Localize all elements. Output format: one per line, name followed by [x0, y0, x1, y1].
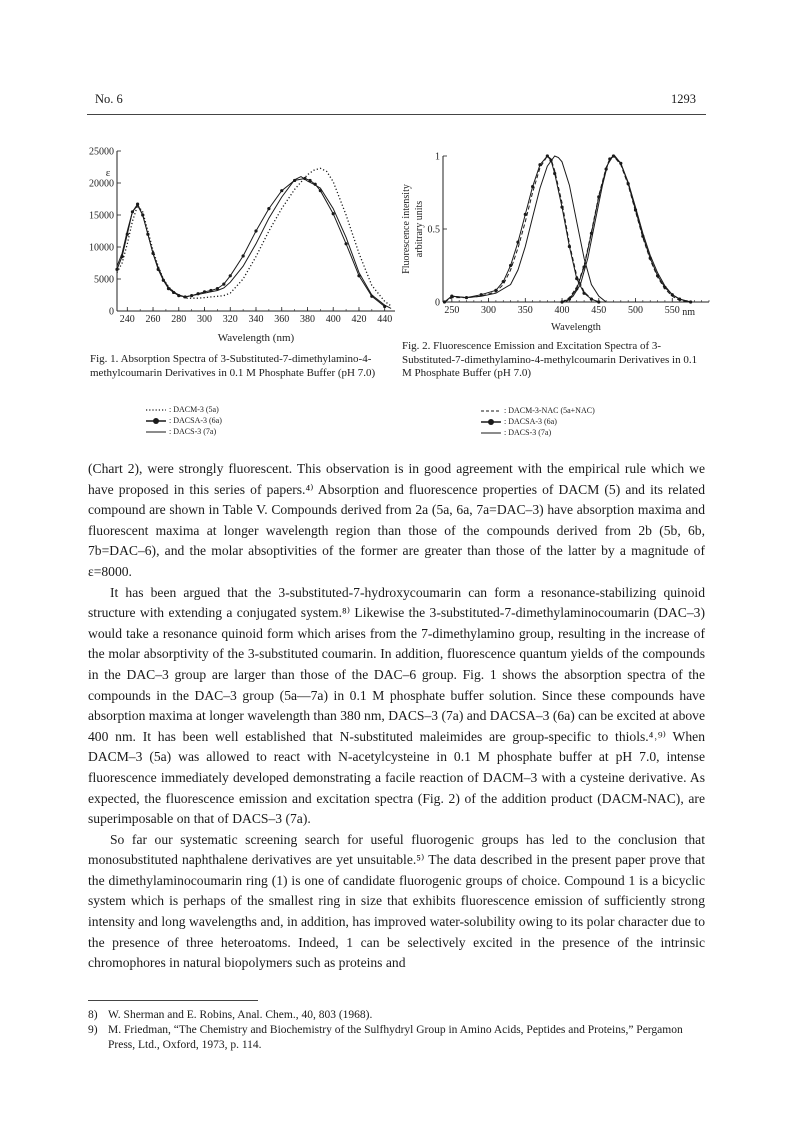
data-point [494, 289, 497, 292]
y-axis-label-line-2: arbitrary units [414, 200, 425, 258]
legend-label: : DACSA-3 (6a) [169, 416, 222, 425]
y-tick-label: 1 [435, 151, 440, 163]
legend-swatch-svg [145, 416, 167, 426]
figure-1-caption: Fig. 1. Absorption Spectra of 3-Substituted-7-dimethylamino-4-methylcoumarin Derivatives in 0.1 M Phosphate Buffer (pH 7.0) [90, 353, 376, 379]
legend-entry [145, 415, 222, 426]
x-tick-label: 260 [145, 314, 161, 325]
legend-swatch [145, 416, 167, 426]
data-point [267, 207, 270, 210]
page-number: 1293 [671, 92, 696, 106]
paragraph-2: It has been argued that the 3-substituted-7-hydroxycoumarin can form a resonance-stabilizing quinoid structure with extending a conjugated system.⁸⁾ Likewise the 3-substituted-7-dimethylaminocoumarin (DAC–3) would take a resonance quinoid form which arises from the 7-dimethylamino group, resulting in the increase of the molar absorptivity of the 3-substituted coumarin. In addition, fluorescence quantum yields of the compounds in the DAC–3 group are larger than those of the DAC–6 group. Fig. 1 shows the absorption spectra of the compounds in the DAC–3 group (5a—7a) in 0.1 M phosphate buffer solution. Since these compounds have absorption maxima at longer wavelength than 380 nm, DACS–3 (7a) and DACSA–3 (6a) can be excited at above 400 nm. It has been well established that N-substituted maleimides are group-specific to thiols.⁴˒⁹⁾ When DACM–3 (5a) was allowed to react with N-acetylcysteine in 0.1 M phosphate buffer at pH 7.0, intense fluorescence immediately developed demonstrating a facile reaction of DACM–3 with a cysteine derivative. As expected, the fluorescence emission and excitation spectra (Fig. 2) of the addition product (DACM-NAC), are superimposable on that of DACS–3 (7a). [88, 584, 705, 827]
x-tick-label: 360 [274, 314, 290, 325]
series-line [117, 168, 391, 306]
x-tick-label: 350 [517, 305, 533, 316]
data-point [597, 300, 600, 303]
data-point [582, 292, 585, 295]
legend-swatch [480, 428, 502, 438]
y-tick-label: 10000 [89, 242, 114, 254]
y-tick-label: 0.5 [427, 224, 440, 236]
x-tick-label: 250 [444, 305, 460, 316]
x-axis-label: Wavelength (nm) [217, 332, 295, 344]
x-tick-label: 550 [664, 305, 680, 316]
legend-marker [488, 419, 494, 425]
data-point [560, 300, 563, 303]
series-line [117, 179, 385, 307]
legend-label: : DACM-3 (5a) [169, 405, 219, 414]
x-tick-label: 340 [248, 314, 264, 325]
data-point [560, 206, 563, 209]
series-line [117, 177, 391, 309]
data-point [568, 245, 571, 248]
article-body [88, 459, 705, 974]
x-tick-label: 440 [377, 314, 393, 325]
footnote-9: 9) M. Friedman, “The Chemistry and Biochemistry of the Sulfhydryl Group in Amino Acids, Peptides and Proteins,” Pergamon Press, Ltd., Oxford, 1973, p. 114. [88, 1024, 683, 1051]
data-point [280, 189, 283, 192]
x-tick-label: 400 [325, 314, 341, 325]
figure-2-caption: Fig. 2. Fluorescence Emission and Excitation Spectra of 3-Substituted-7-dimethylamino-4-methylcoumarin Derivatives in 0.1 M Phosphate Buffer (pH 7.0) [402, 340, 698, 379]
figure-1-chart [80, 140, 400, 350]
data-point [242, 254, 245, 257]
figure-2 [395, 140, 715, 340]
legend-entry [480, 427, 595, 438]
legend-label: : DACS-3 (7a) [169, 427, 217, 436]
paragraph-1: (Chart 2), were strongly fluorescent. This observation is in good agreement with the empirical rule which we have proposed in this series of papers.⁴⁾ Absorption and fluorescence properties of DACM (5) and its related compound are shown in Table V. Compounds derived from 2a (5a, 6a, 7a=DAC–3) have absorption maxima and fluorescent maxima at longer wavelength region than those of the compounds derived from 2b (5b, 6b, 7b=DAC–6), and the molar absoptivities of the former are greater than those of the latter by a magnitude of ε=8000. [88, 461, 705, 579]
figure-1 [80, 140, 400, 350]
legend-swatch [480, 417, 502, 427]
y-tick-label: 20000 [89, 178, 114, 190]
legend-label: : DACSA-3 (6a) [504, 417, 557, 426]
legend-swatch-svg [480, 417, 502, 427]
paragraph-3: So far our systematic screening search for useful fluorogenic groups has led to the conclusion that monosubstituted naphthalene derivatives are yet unsuitable.⁵⁾ The data described in the present paper prove that the dimethylaminocoumarin ring (1) is one of candidate fluorogenic groups of choice. Compound 1 is a bicyclic system which is perhaps of the smallest ring in size that exhibits fluorescence emission of sufficiently strong intensity and long wavelengths and, in addition, has improved water-solubility owing to its polar character due to the presence of three heteroatoms. Indeed, 1 can be selectively excited in the presence of the intrinsic chromophores in natural biopolymers such as proteins and [88, 831, 705, 971]
legend-swatch-svg [480, 428, 502, 438]
running-header [87, 92, 706, 115]
x-tick-label: 280 [171, 314, 187, 325]
x-axis-unit: nm [682, 307, 695, 318]
data-point [229, 274, 232, 277]
x-tick-label: 420 [351, 314, 367, 325]
series-line [445, 156, 599, 302]
figure-1-legend [145, 404, 222, 437]
legend-entry [480, 405, 595, 416]
y-tick-label: 5000 [94, 274, 114, 286]
data-point [222, 283, 225, 286]
figure-2-chart [395, 140, 715, 340]
legend-swatch [145, 427, 167, 437]
y-tick-label: 15000 [89, 210, 114, 222]
y-axis-label: ε [105, 167, 111, 179]
legend-label: : DACM-3-NAC (5a+NAC) [504, 406, 595, 415]
y-tick-label: 0 [435, 297, 440, 309]
x-tick-label: 380 [299, 314, 315, 325]
data-point [546, 154, 549, 157]
legend-label: : DACS-3 (7a) [504, 428, 552, 437]
y-tick-label: 0 [109, 306, 114, 318]
data-point [516, 241, 519, 244]
figure-2-legend [480, 405, 595, 438]
x-tick-label: 300 [197, 314, 213, 325]
data-point [115, 268, 118, 271]
x-tick-label: 300 [481, 305, 497, 316]
x-tick-label: 240 [119, 314, 135, 325]
legend-entry [145, 404, 222, 415]
x-axis-label: Wavelength [551, 322, 601, 333]
footnote-8: 8) W. Sherman and E. Robins, Anal. Chem., 40, 803 (1968). [88, 1009, 373, 1021]
legend-swatch [145, 405, 167, 415]
series-line [566, 156, 691, 302]
legend-entry [145, 426, 222, 437]
footnotes [88, 1008, 708, 1053]
data-point [332, 212, 335, 215]
legend-swatch-svg [145, 405, 167, 415]
data-point [524, 213, 527, 216]
legend-marker [153, 418, 159, 424]
footnote-divider [88, 1000, 258, 1001]
x-tick-label: 450 [591, 305, 607, 316]
data-point [538, 163, 541, 166]
data-point [502, 280, 505, 283]
legend-swatch [480, 406, 502, 416]
data-point [575, 277, 578, 280]
issue-number: No. 6 [95, 92, 123, 106]
legend-swatch-svg [145, 427, 167, 437]
y-tick-label: 25000 [89, 146, 114, 158]
x-tick-label: 400 [554, 305, 570, 316]
x-tick-label: 320 [222, 314, 238, 325]
x-tick-label: 500 [628, 305, 644, 316]
data-point [531, 185, 534, 188]
data-point [254, 229, 257, 232]
data-point [590, 297, 593, 300]
data-point [344, 242, 347, 245]
legend-swatch-svg [480, 406, 502, 416]
y-axis-label-line-1: Fluorescence intensity [401, 184, 412, 274]
legend-entry [480, 416, 595, 427]
data-point [509, 264, 512, 267]
data-point [553, 172, 556, 175]
